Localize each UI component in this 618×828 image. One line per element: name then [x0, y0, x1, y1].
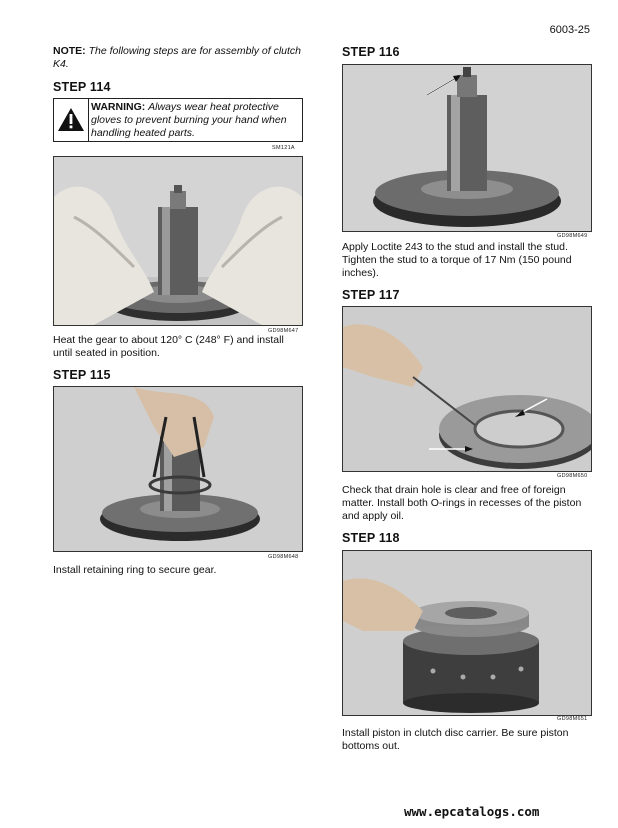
- step-117-photo-code: GD98M650: [557, 473, 588, 479]
- step-115-caption: Install retaining ring to secure gear.: [53, 564, 217, 576]
- piston-in-carrier-illustration: [343, 551, 591, 715]
- warning-label: WARNING:: [91, 101, 146, 113]
- step-116-photo: [342, 64, 592, 232]
- step-114-title: STEP 114: [53, 80, 111, 94]
- step-118-caption: Install piston in clutch disc carrier. Be sure piston bottoms out.: [342, 727, 569, 752]
- step-116-photo-code: GD98M649: [557, 233, 588, 239]
- step-118-title: STEP 118: [342, 531, 400, 545]
- step-118-photo-code: GD98M651: [557, 716, 588, 722]
- step-114-photo: [53, 156, 303, 326]
- step-117-caption: Check that drain hole is clear and free of foreign matter. Install both O-rings in recesses of the piston and apply oil.: [342, 484, 582, 522]
- footer-url[interactable]: www.epcatalogs.com: [404, 804, 540, 819]
- step-115-title: STEP 115: [53, 368, 111, 382]
- step-114-photo-code: GD98M647: [268, 328, 299, 334]
- note-text: The following steps are for assembly of clutch K4.: [53, 45, 302, 70]
- step-114-caption: Heat the gear to about 120° C (248° F) and install until seated in position.: [53, 334, 284, 359]
- piston-drain-hole-illustration: [343, 307, 591, 471]
- step-117-title: STEP 117: [342, 288, 400, 302]
- retaining-ring-illustration: [54, 387, 302, 551]
- warning-triangle-icon: [54, 99, 88, 141]
- step-115-photo-code: GD98M648: [268, 554, 299, 560]
- warning-code: SM121A: [272, 145, 295, 151]
- warning-icon-cell: [54, 99, 89, 141]
- step-115-photo: [53, 386, 303, 552]
- warning-message: Always wear heat protective gloves to prevent burning your hand when handling heated parts.: [91, 101, 287, 139]
- shaft-with-stud-illustration: [343, 65, 591, 231]
- assembly-note: [53, 45, 303, 71]
- step-116-title: STEP 116: [342, 45, 400, 59]
- step-117-photo: [342, 306, 592, 472]
- gear-with-gloves-illustration: [54, 157, 302, 325]
- warning-box: [53, 98, 303, 142]
- step-116-caption: Apply Loctite 243 to the stud and install the stud. Tighten the stud to a torque of 17 Nm (150 pound inches).: [342, 241, 572, 279]
- warning-text: [91, 101, 299, 140]
- page-number: 6003-25: [549, 24, 590, 36]
- note-label: NOTE:: [53, 45, 86, 57]
- step-118-photo: [342, 550, 592, 716]
